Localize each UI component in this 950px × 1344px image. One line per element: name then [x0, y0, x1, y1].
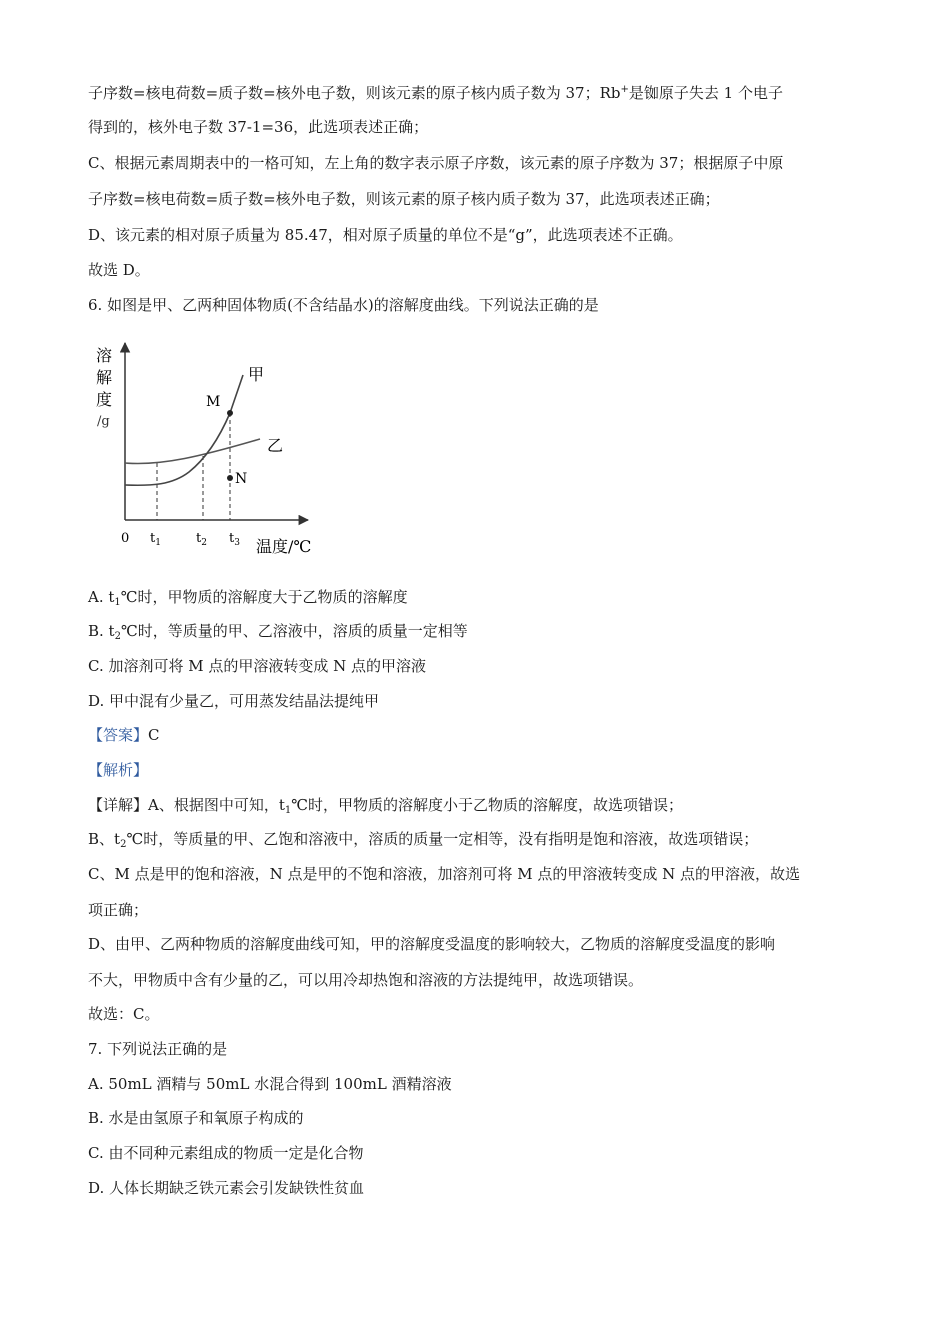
detail-d-line2: 不大，甲物质中含有少量的乙，可以用冷却热饱和溶液的方法提纯甲，故选项错误。 [88, 971, 644, 989]
q7-option-b: B. 水是由氢原子和氧原子构成的 [88, 1109, 304, 1127]
q6-option-d: D. 甲中混有少量乙，可用蒸发结晶法提纯甲 [88, 692, 380, 710]
point-m-label: M [206, 394, 221, 410]
y-label-2: 解 [96, 368, 113, 387]
detail-c-line1: C、M 点是甲的饱和溶液，N 点是甲的不饱和溶液，加溶剂可将 M 点的甲溶液转变成 N 点的甲溶液，故选 [88, 865, 801, 883]
x-label: 温度/℃ [256, 537, 312, 556]
prev-b-line2: 得到的，核外电子数 37-1=36，此选项表述正确； [88, 118, 429, 136]
q7-stem: 7. 下列说法正确的是 [88, 1040, 228, 1058]
tick-t1: $t_1$ [150, 531, 161, 548]
analysis-tag: 【解析】 [88, 761, 149, 779]
q6-answer [88, 725, 160, 745]
detail-b: B、$t_2℃$时，等质量的甲、乙饱和溶液中，溶质的质量一定相等，没有指明是饱和溶液，故选项错误； [88, 830, 759, 850]
q7-option-c: C. 由不同种元素组成的物质一定是化合物 [88, 1144, 364, 1162]
answer-value: C [148, 726, 160, 744]
curve-yi [125, 439, 260, 464]
point-m [227, 410, 233, 416]
tick-t2: $t_2$ [196, 531, 207, 548]
y-label-1: 溶 [96, 346, 113, 365]
y-label-3: 度 [96, 390, 113, 409]
prev-c-line1: C、根据元素周期表中的一格可知，左上角的数字表示原子序数，该元素的原子序数为 37；根据原子中原 [88, 154, 784, 172]
point-n [227, 475, 233, 481]
point-n-label: N [235, 471, 248, 487]
q6-option-a: A. $t_1℃$时，甲物质的溶解度大于乙物质的溶解度 [88, 588, 408, 608]
q7-option-d: D. 人体长期缺乏铁元素会引发缺铁性贫血 [88, 1179, 365, 1197]
detail-d-line1: D、由甲、乙两种物质的溶解度曲线可知，甲的溶解度受温度的影响较大，乙物质的溶解度受温度的影响 [88, 935, 776, 953]
y-unit: /g [97, 414, 110, 429]
detail-c-line2: 项正确； [88, 901, 149, 919]
detail-a: 【详解】A、根据图中可知，$t_1℃$时，甲物质的溶解度小于乙物质的溶解度，故选项错误； [88, 796, 684, 816]
solubility-curve-chart [92, 335, 322, 565]
prev-conclusion: 故选 D。 [88, 261, 150, 279]
origin-label: 0 [121, 531, 130, 546]
q6-option-c: C. 加溶剂可将 M 点的甲溶液转变成 N 点的甲溶液 [88, 657, 427, 675]
series-jia-label: 甲 [248, 365, 265, 384]
tick-t3: $t_3$ [229, 531, 240, 548]
prev-c-line2: 子序数=核电荷数=质子数=核外电子数，则该元素的原子核内质子数为 37，此选项表述正确； [88, 190, 720, 208]
q6-conclusion: 故选：C。 [88, 1005, 160, 1023]
prev-b-line1: 子序数=核电荷数=质子数=核外电子数，则该元素的原子核内质子数为 37；Rb+是铷原子失去 1 个电子 [88, 84, 783, 102]
curve-jia [125, 375, 243, 485]
q7-option-a: A. 50mL 酒精与 50mL 水混合得到 100mL 酒精溶液 [88, 1075, 452, 1093]
prev-d-line: D、该元素的相对原子质量为 85.47，相对原子质量的单位不是“g”，此选项表述不正确。 [88, 226, 683, 244]
answer-tag: 【答案】 [88, 726, 149, 744]
series-yi-label: 乙 [267, 436, 284, 455]
q6-stem: 6. 如图是甲、乙两种固体物质(不含结晶水)的溶解度曲线。下列说法正确的是 [88, 296, 599, 314]
q6-option-b: B. $t_2℃$时，等质量的甲、乙溶液中，溶质的质量一定相等 [88, 622, 468, 642]
